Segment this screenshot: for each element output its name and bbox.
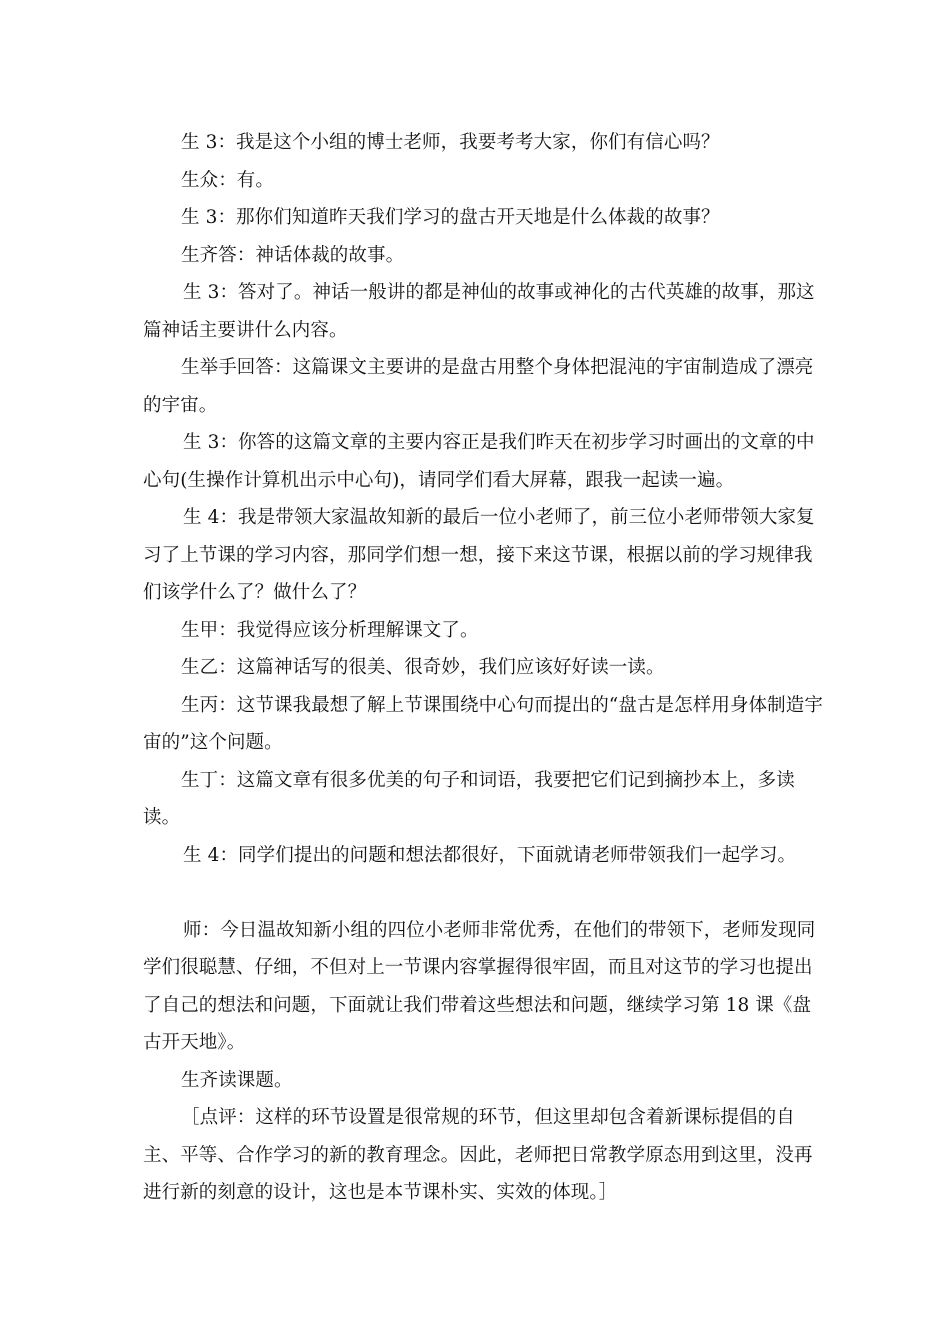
paragraph-7: 生 3：你答的这篇文章的主要内容正是我们昨天在初步学习时画出的文章的中心句(生操作计算机出示中心句)，请同学们看大屏幕，跟我一起读一遍。	[143, 432, 815, 491]
paragraph-9: 生甲：我觉得应该分析理解课文了。	[181, 619, 479, 641]
paragraph-3: 生 3：那你们知道昨天我们学习的盘古开天地是什么体裁的故事？	[181, 207, 720, 228]
paragraph-4: 生齐答：神话体裁的故事。	[181, 244, 405, 266]
commentary-paragraph: ［点评：这样的环节设置是很常规的环节，但这里却包含着新课标提倡的自主、平等、合作学习的新的教育理念。因此，老师把日常教学原态用到这里，没再进行新的刻意的设计，这也是本节课朴实、实效的体现。］	[143, 1107, 813, 1203]
document-body	[143, 124, 823, 1212]
paragraph-14: 师：今日温故知新小组的四位小老师非常优秀，在他们的带领下，老师发现同学们很聪慧、仔细，不但对上一节课内容掌握得很牢固，而且对这节的学习也提出了自己的想法和问题，下面就让我们带着这些想法和问题，继续学习第 18 课《盘古开天地》。	[143, 919, 816, 1053]
paragraph-spacer	[143, 874, 823, 912]
paragraph-11: 生丙：这节课我最想了解上节课围绕中心句而提出的“盘古是怎样用身体制造宇宙的”这个问题。	[143, 694, 823, 753]
paragraph-10: 生乙：这篇神话写的很美、很奇妙，我们应该好好读一读。	[181, 657, 665, 678]
paragraph-8: 生 4：我是带领大家温故知新的最后一位小老师了，前三位小老师带领大家复习了上节课的学习内容，那同学们想一想，接下来这节课，根据以前的学习规律我们该学什么了？做什么了？	[143, 507, 815, 603]
paragraph-15: 生齐读课题。	[181, 1069, 293, 1091]
paragraph-1: 生 3：我是这个小组的博士老师，我要考考大家，你们有信心吗？	[181, 132, 720, 153]
paragraph-6: 生举手回答：这篇课文主要讲的是盘古用整个身体把混沌的宇宙制造成了漂亮的宇宙。	[143, 357, 814, 416]
paragraph-5: 生 3：答对了。神话一般讲的都是神仙的故事或神化的古代英雄的故事，那这篇神话主要讲什么内容。	[143, 282, 815, 341]
paragraph-12: 生丁：这篇文章有很多优美的句子和词语，我要把它们记到摘抄本上，多读读。	[143, 769, 795, 828]
paragraph-13: 生 4：同学们提出的问题和想法都很好，下面就请老师带领我们一起学习。	[183, 844, 797, 866]
paragraph-2: 生众：有。	[181, 169, 275, 191]
